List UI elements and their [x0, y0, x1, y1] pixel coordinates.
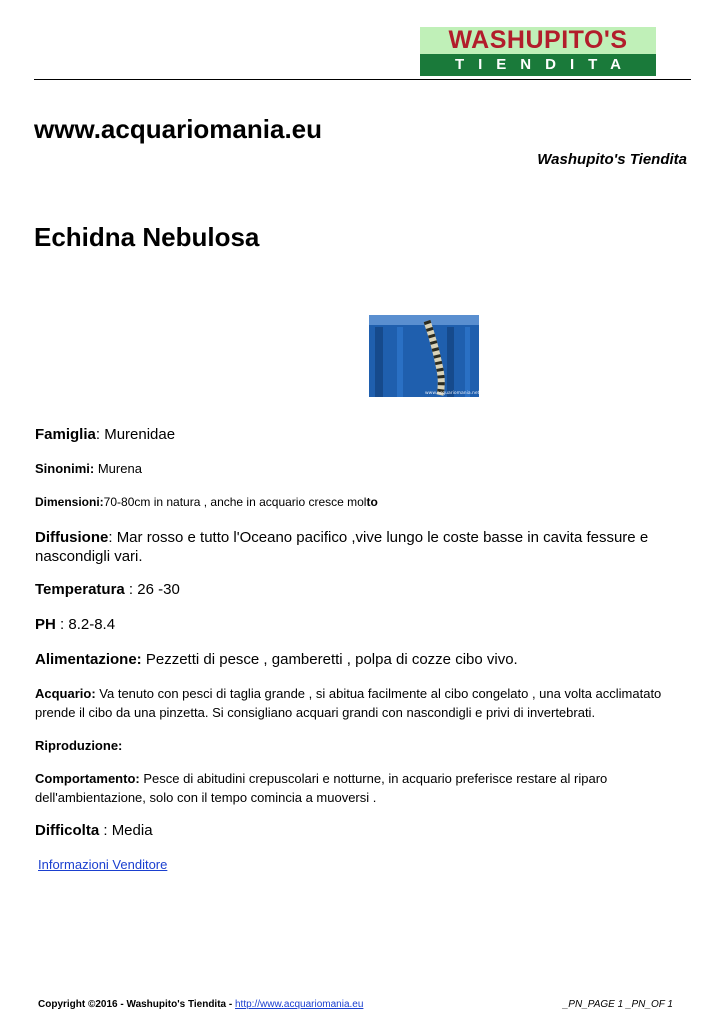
- diffusione-sep: :: [108, 529, 117, 546]
- acquario-value: Va tenuto con pesci di taglia grande , si abitua facilmente al cibo congelato , una volta acclimatato prende il cibo da una pinzetta. Si consigliano acquari grandi con nascondigli e privi di invertebrati.: [35, 686, 662, 720]
- famiglia-sep: :: [95, 426, 105, 443]
- alimentazione-label: Alimentazione:: [35, 651, 142, 668]
- sinonimi-field: [35, 459, 685, 478]
- footer-url-link[interactable]: http://www.acquariomania.eu: [235, 999, 364, 1010]
- ph-sep: :: [55, 616, 69, 633]
- alimentazione-field: [35, 650, 685, 669]
- seller-info-link[interactable]: Informazioni Venditore: [38, 857, 168, 872]
- acquario-field: [35, 684, 685, 722]
- famiglia-value: Murenidae: [104, 426, 176, 443]
- dimensioni-value: 70-80cm in natura , anche in acquario cresce mol: [103, 495, 367, 509]
- page-title: Echidna Nebulosa: [34, 222, 260, 252]
- famiglia-label: Famiglia: [35, 426, 96, 443]
- diffusione-label: Diffusione: [35, 529, 109, 546]
- comportamento-field: [35, 769, 685, 807]
- temperatura-label: Temperatura: [35, 581, 125, 598]
- site-subtitle: Washupito's Tiendita: [537, 151, 687, 168]
- difficolta-value: Media: [111, 822, 153, 839]
- footer-copyright-text: Copyright ©2016 - Washupito's Tiendita -: [38, 999, 235, 1010]
- site-url: www.acquariomania.eu: [34, 114, 323, 144]
- diffusione-value: Mar rosso e tutto l'Oceano pacifico ,vive lungo le coste basse in cavita fessure e nascondigli vari.: [35, 529, 649, 565]
- photo-watermark: www.acquariomania.net: [425, 391, 479, 396]
- difficolta-label: Difficolta: [35, 822, 100, 839]
- comportamento-value: Pesce di abitudini crepuscolari e notturne, in acquario preferisce restare al riparo dell'ambientazione, solo con il tempo comincia a muoversi .: [35, 771, 608, 805]
- dimensioni-field: [35, 493, 685, 512]
- ph-value: 8.2-8.4: [68, 616, 116, 633]
- logo-top-text: WASHUPITO'S: [420, 27, 656, 54]
- temperatura-value: 26 -30: [137, 581, 180, 598]
- brand-logo: [420, 27, 656, 76]
- footer-page-info: _PN_PAGE 1 _PN_OF 1: [562, 999, 673, 1010]
- logo-bottom-text: TIENDITA: [420, 54, 656, 76]
- difficolta-field: [35, 821, 685, 840]
- sinonimi-label: Sinonimi:: [35, 461, 95, 476]
- difficolta-sep: :: [99, 822, 112, 839]
- riproduzione-label: Riproduzione:: [35, 738, 123, 753]
- comportamento-label: Comportamento:: [35, 771, 140, 786]
- temperatura-field: [35, 580, 685, 599]
- diffusione-field: [35, 528, 685, 566]
- header-divider: [34, 79, 691, 80]
- ph-field: [35, 615, 685, 634]
- ph-label: PH: [35, 616, 56, 633]
- dimensioni-label: Dimensioni:: [35, 495, 104, 509]
- alimentazione-value: Pezzetti di pesce , gamberetti , polpa di cozze cibo vivo.: [145, 651, 518, 668]
- dimensioni-value-end: to: [366, 495, 378, 509]
- sinonimi-value: Murena: [97, 461, 142, 476]
- acquario-label: Acquario:: [35, 686, 96, 701]
- moray-eel-photo: [369, 315, 479, 397]
- riproduzione-field: [35, 736, 685, 755]
- famiglia-field: [35, 425, 685, 444]
- footer-copyright: [38, 999, 363, 1010]
- temperatura-sep: :: [124, 581, 138, 598]
